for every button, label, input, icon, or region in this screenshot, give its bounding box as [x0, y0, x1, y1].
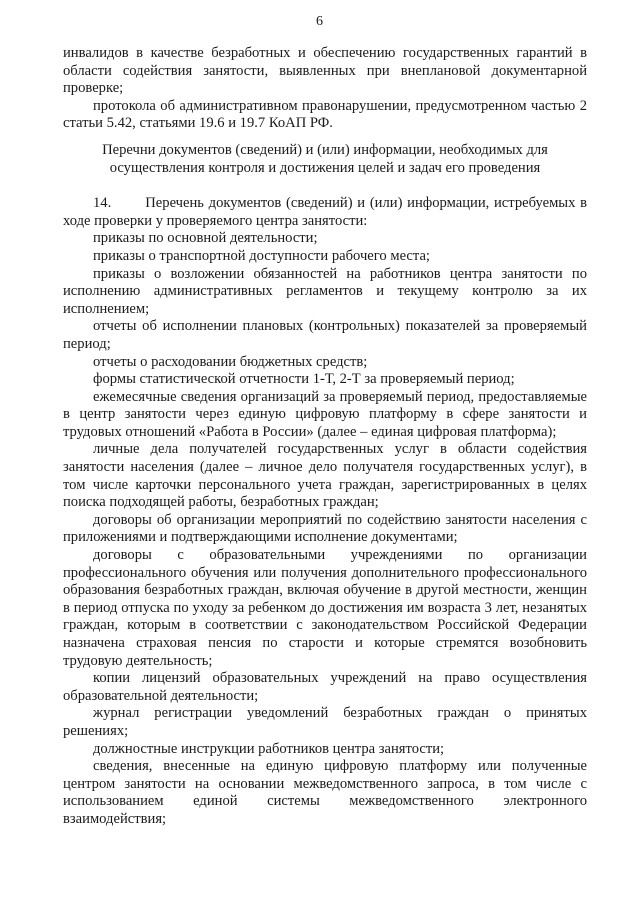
spacer — [63, 133, 587, 142]
list-item: копии лицензий образовательных учреждений на право осуществления образовательной деятельности; — [63, 670, 587, 704]
clause-text: Перечень документов (сведений) и (или) информации, истребуемых в ходе проверки у проверяемого центра занятости: — [63, 195, 587, 229]
list-item: отчеты об исполнении плановых (контрольных) показателей за проверяемый период; — [63, 318, 587, 352]
page-number: 6 — [316, 14, 323, 29]
list-item: личные дела получателей государственных услуг в области содействия занятости населения (далее – личное дело получателя государственных услуг), в том числе карточки персонального учета граждан, зарегистрированных в целях поиска подходящей работы, безработных граждан; — [63, 441, 587, 511]
section-heading: Перечни документов (сведений) и (или) информации, необходимых для осуществления контроля и достижения целей и задач его проведения — [102, 141, 548, 176]
intro-paragraph-2: протокола об административном правонарушении, предусмотренном частью 2 статьи 5.42, статьями 19.6 и 19.7 КоАП РФ. — [63, 97, 587, 132]
list-item: договоры с образовательными учреждениями по организации профессионального обучения или получения дополнительного профессионального образования безработных граждан, включая обучение в другой местности, женщин в период отпуска по уходу за ребенком до достижения им возраста 3 лет, незанятых граждан, которым в соответствии с законодательством Российской Федерации назначена страховая пенсия по старости и которые стремятся возобновить трудовую деятельность; — [63, 547, 587, 669]
list-item: должностные инструкции работников центра занятости; — [93, 740, 445, 757]
list-item: сведения, внесенные на единую цифровую платформу или полученные центром занятости на основании межведомственного запроса, в том числе с использованием единой системы межведомственного электронного взаимодействия; — [63, 758, 587, 827]
spacer — [63, 177, 587, 195]
clause-number: 14. — [93, 195, 112, 212]
list-item: отчеты о расходовании бюджетных средств; — [93, 353, 368, 370]
list-item: договоры об организации мероприятий по содействию занятости населения с приложениями и подтверждающими исполнение документами; — [63, 511, 587, 546]
intro-paragraph-1: инвалидов в качестве безработных и обеспечению государственных гарантий в области содействия занятости, выявленных при внеплановой документарной проверке; — [63, 45, 587, 97]
list-item: ежемесячные сведения организаций за проверяемый период, предоставляемые в центр занятости через единую цифровую платформу в сфере занятости и трудовых отношений «Работа в России» (далее – единая цифровая платформа); — [63, 388, 587, 440]
document-body — [63, 45, 587, 829]
list-item: приказы по основной деятельности; — [93, 230, 318, 247]
list-item: приказы о возложении обязанностей на работников центра занятости по исполнению административных регламентов и текущему контролю за их исполнением; — [63, 265, 587, 317]
list-item: формы статистической отчетности 1-Т, 2-Т за проверяемый период; — [93, 371, 515, 388]
list-item: приказы о транспортной доступности рабочего места; — [93, 247, 430, 264]
list-item: журнал регистрации уведомлений безработных граждан о принятых решениях; — [63, 705, 587, 739]
clause-14 — [63, 195, 587, 230]
